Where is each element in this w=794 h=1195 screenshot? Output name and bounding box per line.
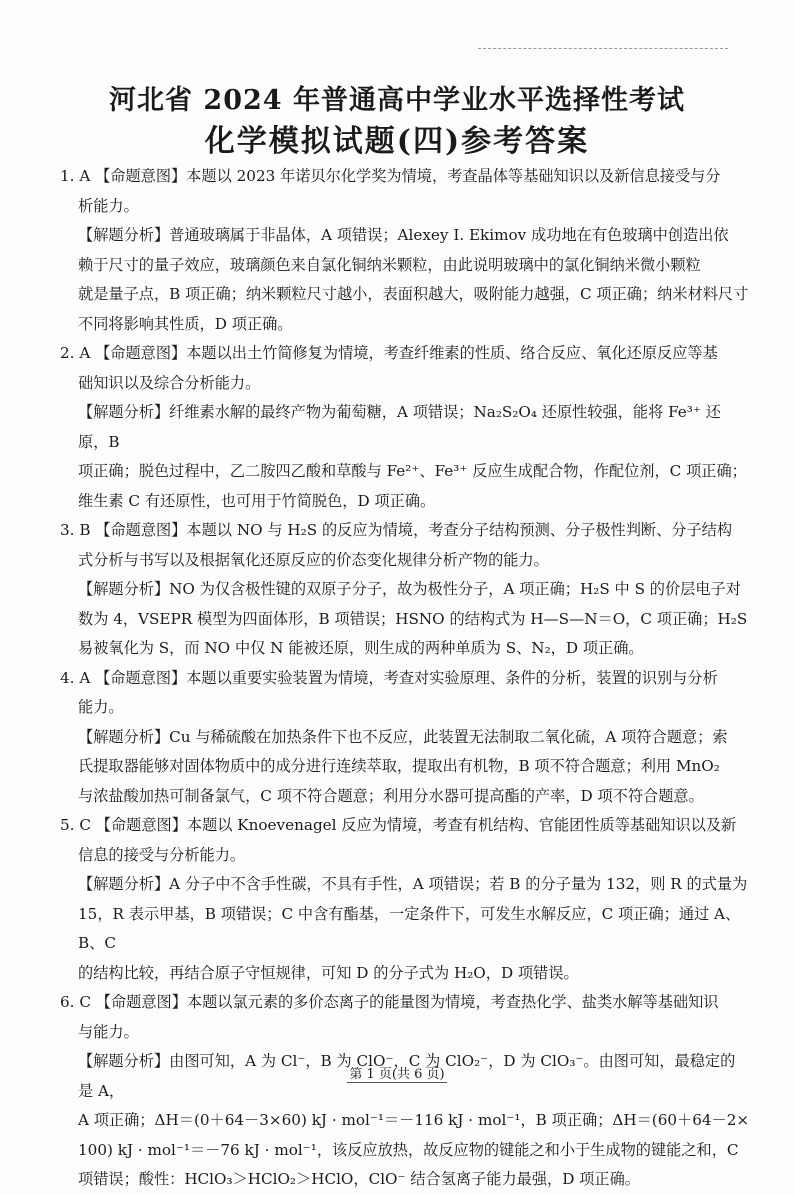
q3-line-2: 式分析与书写以及根据氧化还原反应的价态变化规律分析产物的能力。 [78, 550, 549, 569]
q1-line-5: 就是量子点，B 项正确；纳米颗粒尺寸越小，表面积越大，吸附能力越强，C 项正确；纳米材料尺寸 [78, 285, 749, 303]
q1-line-4: 赖于尺寸的量子效应，玻璃颜色来自氯化铜纳米颗粒，由此说明玻璃中的氯化铜纳米微小颗粒 [78, 255, 701, 274]
page-footer [0, 1063, 794, 1082]
q6-line-3: 【解题分析】由图可知，A 为 Cl⁻，B 为 ClO⁻，C 为 ClO₂⁻，D 为 ClO₃⁻。由图可知，最稳定的是 A， [78, 1052, 736, 1100]
q4-line-5: 与浓盐酸加热可制备氯气，C 项不符合题意；利用分水器可提高酯的产率，D 项不符合题意。 [78, 786, 704, 805]
answers-content [60, 162, 750, 1195]
q1-line-1: 1. A 【命题意图】本题以 2023 年诺贝尔化学奖为情境，考查晶体等基础知识以及新信息接受与分 [60, 167, 721, 185]
q5-line-3: 【解题分析】A 分子中不含手性碳，不具有手性，A 项错误；若 B 的分子量为 132，则 R 的式量为 [78, 875, 748, 893]
q6-line-4: A 项正确；ΔH＝(0＋64－3×60) kJ · mol⁻¹＝－116 kJ · mol⁻¹，B 项正确；ΔH＝(60＋64－2× [78, 1111, 750, 1129]
q3-line-3: 【解题分析】NO 为仅含极性键的双原子分子，故为极性分子，A 项正确；H₂S 中 S 的价层电子对 [78, 580, 741, 598]
title-line-2: 化学模拟试题(四)参考答案 [204, 124, 590, 159]
question-4 [60, 664, 750, 812]
question-1 [60, 162, 750, 339]
question-5 [60, 811, 750, 988]
q5-line-2: 信息的接受与分析能力。 [78, 845, 246, 864]
q1-line-3: 【解题分析】普通玻璃属于非晶体，A 项错误；Alexey I. Ekimov 成功地在有色玻璃中创造出依 [78, 226, 729, 244]
q2-line-3: 【解题分析】纤维素水解的最终产物为葡萄糖，A 项错误；Na₂S₂O₄ 还原性较强，能将 Fe³⁺ 还原，B [78, 403, 721, 451]
q6-line-1: 6. C 【命题意图】本题以氯元素的多价态离子的能量图为情境，考查热化学、盐类水解等基础知识 [60, 993, 719, 1011]
q3-line-1: 3. B 【命题意图】本题以 NO 与 H₂S 的反应为情境，考查分子结构预测、分子极性判断、分子结构 [60, 521, 733, 539]
question-2 [60, 339, 750, 516]
q2-line-4: 项正确；脱色过程中，乙二胺四乙酸和草酸与 Fe²⁺、Fe³⁺ 反应生成配合物，作配位剂，C 项正确； [78, 462, 747, 480]
q4-line-1: 4. A 【命题意图】本题以重要实验装置为情境，考查对实验原理、条件的分析，装置的识别与分析 [60, 668, 718, 687]
q3-line-5: 易被氧化为 S，而 NO 中仅 N 能被还原，则生成的两种单质为 S、N₂，D 项正确。 [78, 639, 644, 657]
q6-line-6: 项错误；酸性：HClO₃＞HClO₂＞HClO，ClO⁻ 结合氢离子能力最强，D 项正确。 [78, 1170, 640, 1188]
q6-line-2: 与能力。 [78, 1022, 139, 1041]
q6-line-5: 100) kJ · mol⁻¹＝－76 kJ · mol⁻¹，该反应放热，故反应物的键能之和小于生成物的键能之和，C [78, 1140, 739, 1159]
q5-line-1: 5. C 【命题意图】本题以 Knoevenagel 反应为情境，考查有机结构、官能团性质等基础知识以及新 [60, 816, 737, 834]
q4-line-4: 氏提取器能够对固体物质中的成分进行连续萃取，提取出有机物，B 项不符合题意；利用 MnO₂ [78, 757, 720, 775]
q5-line-5: 的结构比较，再结合原子守恒规律，可知 D 的分子式为 H₂O，D 项错误。 [78, 963, 579, 982]
q5-line-4: 15，R 表示甲基，B 项错误；C 中含有酯基，一定条件下，可发生水解反应，C 项正确；通过 A、B、C [78, 904, 741, 952]
q1-line-2: 析能力。 [78, 196, 139, 215]
question-3 [60, 516, 750, 664]
q1-line-6: 不同将影响其性质，D 项正确。 [78, 314, 293, 333]
top-dashed-rule [478, 48, 728, 49]
q2-line-5: 维生素 C 有还原性，也可用于竹简脱色，D 项正确。 [78, 491, 436, 510]
q2-line-1: 2. A 【命题意图】本题以出土竹简修复为情境，考查纤维素的性质、络合反应、氧化还原反应等基 [60, 344, 718, 362]
title-line-1: 河北省 2024 年普通高中学业水平选择性考试 [109, 85, 685, 116]
q4-line-2: 能力。 [78, 698, 124, 716]
page-number: 第 1 页(共 6 页) [349, 1067, 445, 1082]
question-6 [60, 988, 750, 1195]
q2-line-2: 础知识以及综合分析能力。 [78, 373, 261, 392]
q3-line-4: 数为 4，VSEPR 模型为四面体形，B 项错误；HSNO 的结构式为 H—S—N＝O，C 项正确；H₂S [78, 609, 748, 628]
q4-line-3: 【解题分析】Cu 与稀硫酸在加热条件下也不反应，此装置无法制取二氧化硫，A 项符合题意；索 [78, 727, 728, 746]
